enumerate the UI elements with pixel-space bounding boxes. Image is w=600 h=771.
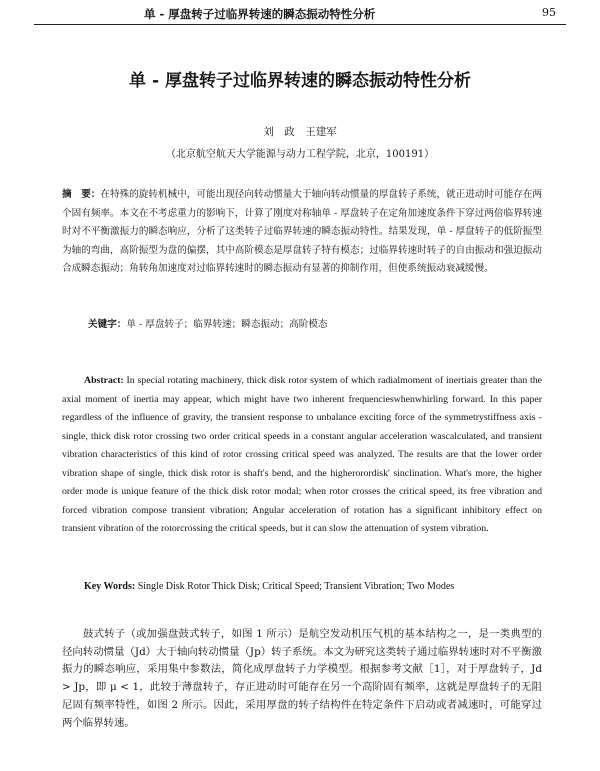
affiliation: （北京航空航天大学能源与动力工程学院，北京，100191） <box>165 149 435 160</box>
abstract-cn-text: 在特殊的旋转机械中，可能出现径向转动惯量大于轴向转动惯量的厚盘转子系统，就正进动时可能存在两个固有频率。本文在不考虑重力的影响下，计算了刚度对称轴单 - 厚盘转子在定角加速度条件下穿过两倍临界转速时对不平衡激振力的瞬态响应，分析了这类转子过临界转速的瞬态振动特性。结果发现，单 - 厚盘转子的低阶振型为轴的弯曲，高阶振型为盘的偏摆，其中高阶模态是厚盘转子特有模态；过临界转速时转子的自由振动和强迫振动合成瞬态振动；角转角加速度对过临界转速时的瞬态振动有显著的抑制作用，但使系统振动衰减缓慢。 <box>62 189 543 275</box>
abstract-en-label: Abstract: <box>84 375 124 386</box>
abstract-en-text: In special rotating machinery, thick disk rotor system of which radialmoment of inertiais greater than the axial moment of inertia may appear, which might have two inherent frequencieswhenwhirling forward. In this paper regardless of the influence of gravity, the transient response to unbalance exciting force of the symmetrystiffness axis - single, thick disk rotor crossing two order critical speeds in a constant angular acceleration wascalculated, and transient vibration characteristics of this kind of rotor crossing critical speed was analyzed. The results are that the lower order vibration shape of single, thick disk rotor is shaft's bend, and the higherorordisk' sinclination. What's more, the higher order mode is unique feature of the thick disk rotor modal; when rotor crosses the critical speed, its free vibration and forced vibration compose transient vibration; Angular acceleration of rotation has a significant inhibitory effect on transient vibration of the rotorcrossing the critical speeds, but it can slow the attenuation of system vibration. <box>62 375 542 534</box>
authors: 刘 政 王建军 <box>263 126 337 138</box>
abstract-en <box>62 372 542 539</box>
keywords-en-label: Key Words: <box>84 581 136 592</box>
body-paragraph: 鼓式转子（或加强盘鼓式转子，如图 1 所示）是航空发动机压气机的基本结构之一，是一类典型的径向转动惯量（Jd）大于轴向转动惯量（Jp）转子系统。本文为研究这类转子通过临界转速时对不平衡激振力的瞬态响应，采用集中参数法，简化成厚盘转子力学模型。根据参考文献［1］，对于厚盘转子，Jd > Jp，即 μ < 1，此较于薄盘转子，存正进动时可能存在另一个高阶固有频率，这就是厚盘转子的无阻尼固有频率特性，如图 2 所示。因此，采用厚盘的转子结构件在特定条件下启动或者减速时，可能穿过两个临界转速。 <box>62 628 542 729</box>
paper-title: 单 - 厚盘转子过临界转速的瞬态振动特性分析 <box>129 71 471 91</box>
running-header <box>34 4 566 25</box>
abstract-cn <box>62 186 542 279</box>
running-title: 单 - 厚盘转子过临界转速的瞬态振动特性分析 <box>144 7 376 21</box>
keywords-en-text: Single Disk Rotor Thick Disk; Critical Speed; Transient Vibration; Two Modes <box>137 581 455 592</box>
keywords-en <box>62 578 542 596</box>
keywords-cn-text: 单 - 厚盘转子；临界转速；瞬态振动；高阶模态 <box>126 319 328 330</box>
keywords-cn-label: 关键字： <box>88 319 127 330</box>
abstract-cn-label: 摘 要： <box>62 189 101 200</box>
keywords-cn <box>88 316 538 330</box>
page-number: 95 <box>542 6 556 19</box>
